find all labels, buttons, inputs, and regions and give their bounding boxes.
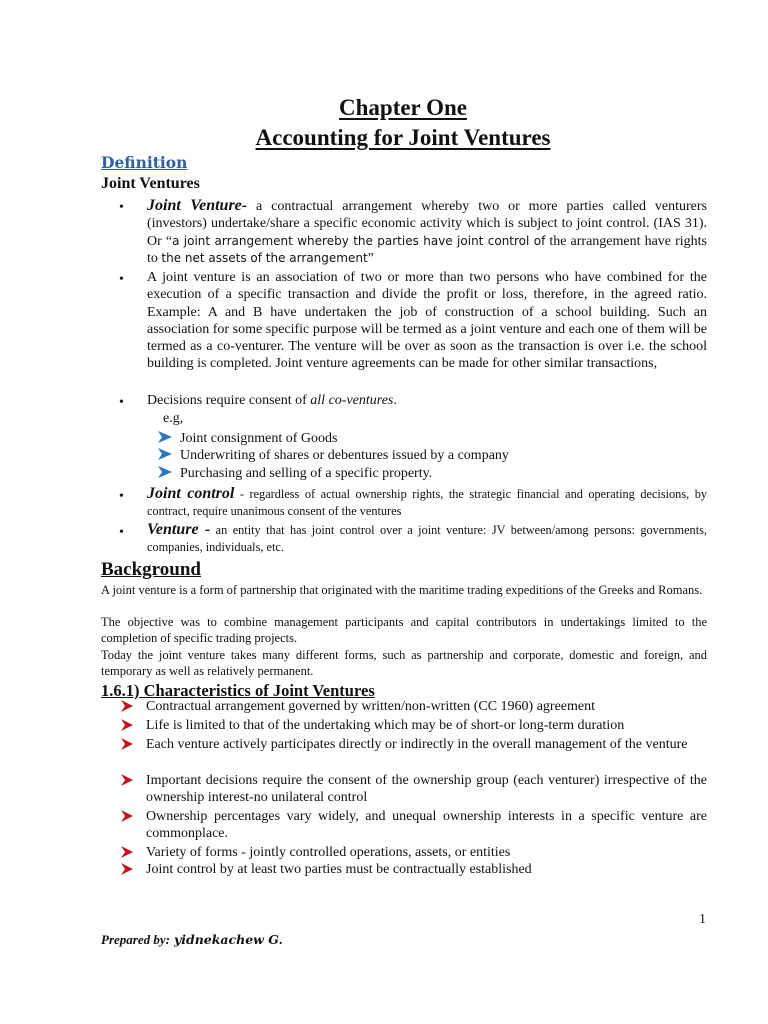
example-item: Joint consignment of Goods (157, 430, 338, 447)
chevron-right-icon (157, 447, 173, 461)
footer-prepared-by (101, 932, 283, 948)
characteristic-item: Contractual arrangement governed by written/non-written (CC 1960) agreement (121, 698, 707, 715)
eg-label: e.g, (163, 411, 184, 426)
characteristic-item: Important decisions require the consent of the ownership group (each venturer) irrespective of the ownership interest-no unilateral control (121, 772, 707, 806)
page-number: 1 (699, 912, 706, 927)
term-joint-venture: Joint Venture- (147, 197, 248, 214)
bullet-icon: • (119, 489, 124, 504)
chapter-title: Chapter One (339, 95, 467, 120)
characteristic-item: Variety of forms - jointly controlled operations, assets, or entities (121, 844, 707, 861)
bullet-icon: • (119, 525, 124, 540)
arrow-right-icon (121, 863, 133, 875)
characteristic-item: Life is limited to that of the undertaking which may be of short-or long-term duration (121, 717, 707, 734)
characteristic-item: Ownership percentages vary widely, and unequal ownership interests in a specific venture are commonplace. (121, 808, 707, 842)
characteristic-item: Joint control by at least two parties must be contractually established (121, 861, 707, 878)
term-venture: Venture - (147, 521, 211, 538)
characteristic-item: Each venture actively participates directly or indirectly in the overall management of the venture (121, 736, 707, 753)
bullet-icon: • (119, 272, 124, 287)
arrow-right-icon (121, 719, 133, 731)
definition-item-joint-venture: Joint Venture- a contractual arrangement whereby two or more parties called venturers (investors) undertake/share a specific economic activity which is subject to joint control. (IAS 31). Or “a joint arrangement whereby the parties have joint control of the arrangement have rights to the net assets of the arrangement” (147, 197, 708, 266)
author-name: yidnekachew G. (173, 932, 283, 947)
definition-item-joint-control: Joint control - regardless of actual ownership rights, the strategic financial and operating decisions, by contract, require unanimous consent of the ventures (147, 485, 708, 518)
definition-item-venture: Venture - an entity that has joint control over a joint venture: JV between/among persons: governments, companies, individuals, etc. (147, 521, 707, 554)
background-paragraph: Today the joint venture takes many different forms, such as partnership and corporate, domestic and foreign, and temporary as well as relatively permanent. (101, 648, 707, 679)
example-item: Underwriting of shares or debentures issued by a company (157, 447, 509, 464)
background-paragraph: A joint venture is a form of partnership that originated with the maritime trading expeditions of the Greeks and Romans. (101, 583, 703, 597)
chevron-right-icon (157, 465, 173, 479)
arrow-right-icon (121, 738, 133, 750)
definition-item-decisions: Decisions require consent of all co-ventures. (147, 393, 397, 408)
chapter-subtitle: Accounting for Joint Ventures (255, 125, 551, 150)
joint-ventures-subheading: Joint Ventures (101, 175, 200, 192)
prepared-label: Prepared by: (101, 932, 170, 947)
bullet-icon: • (119, 200, 124, 215)
term-joint-control: Joint control (147, 485, 235, 502)
bullet-icon: • (119, 395, 124, 410)
arrow-right-icon (121, 774, 133, 786)
example-item: Purchasing and selling of a specific property. (157, 465, 432, 482)
characteristics-heading: 1.6.1) Characteristics of Joint Ventures (101, 681, 375, 700)
definition-heading: Definition (101, 153, 188, 172)
arrow-right-icon (121, 810, 133, 822)
chevron-right-icon (157, 430, 173, 444)
definition-item-association: A joint venture is an association of two or more than two persons who have combined for the execution of a specific transaction and divide the profit or loss, therefore, in the agreed ratio. Example: A and B have undertaken the job of construction of a school building. Such an association for some specific purpose will be termed as a joint venture and each one of them will be termed as a co-venturer. The venture will be over as soon as the transaction is over i.e. the school building is completed. Joint venture agreements can be made for other similar transactions, (147, 270, 707, 372)
arrow-right-icon (121, 700, 133, 712)
arrow-right-icon (121, 846, 133, 858)
background-heading: Background (101, 559, 201, 580)
background-paragraph: The objective was to combine management participants and capital contributors in undertakings limited to the completion of specific trading projects. (101, 615, 707, 646)
